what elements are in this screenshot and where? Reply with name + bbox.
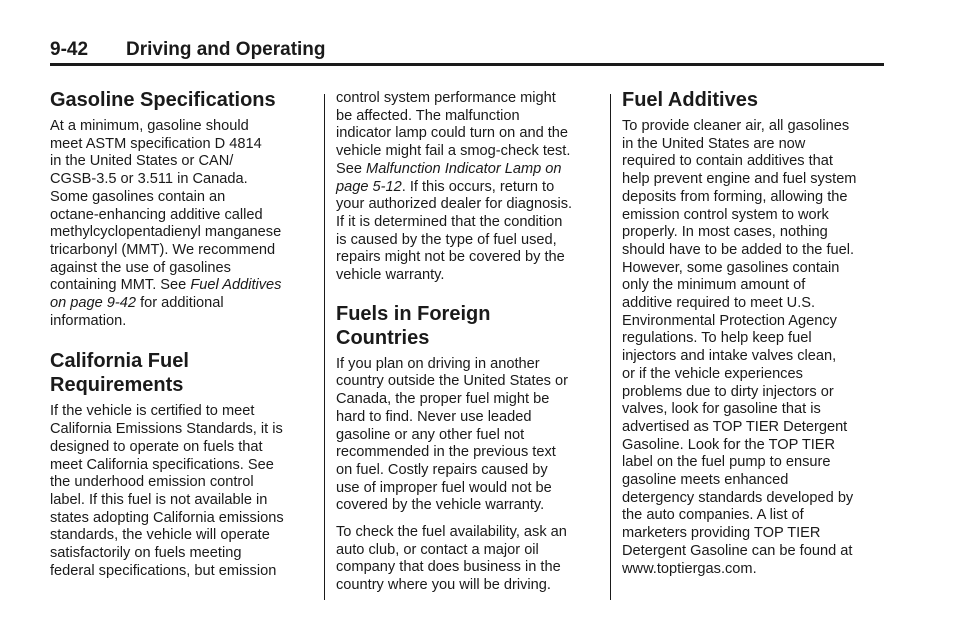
california-fuel-paragraph (50, 403, 312, 580)
heading-line: Fuels in Foreign (336, 302, 491, 325)
heading-line: Requirements (50, 374, 184, 397)
text-line: If the vehicle is certified to meet (50, 403, 255, 420)
fuels-in-foreign-countries-heading (336, 302, 602, 350)
california-fuel-heading (50, 349, 312, 397)
header-rule (50, 63, 884, 66)
text-line: auto club, or contact a major oil (336, 541, 539, 558)
text-line: hard to find. Never use leaded (336, 408, 532, 425)
gasoline-specifications-heading: Gasoline Specifications (50, 89, 276, 111)
text-line: should have to be added to the fuel. (622, 241, 855, 258)
text-line: advertised as TOP TIER Detergent (622, 418, 848, 435)
text-line: use of improper fuel would not be (336, 479, 552, 496)
text-line: company that does business in the (336, 559, 561, 576)
section-title: Driving and Operating (126, 39, 326, 60)
malfunction-lamp-page-reference[interactable]: page 5-12 (336, 178, 402, 195)
text-line: valves, look for gasoline that is (622, 401, 821, 418)
fuel-additives-reference-link[interactable]: Fuel Additives (190, 277, 282, 294)
heading-line: California Fuel (50, 350, 189, 373)
text-line: tricarbonyl (MMT). We recommend (50, 241, 276, 258)
text-line: injectors and intake valves clean, (622, 348, 837, 365)
text-line: indicator lamp could turn on and the (336, 125, 569, 142)
text-line: deposits from forming, allowing the (622, 188, 848, 205)
text-line: the underhood emission control (50, 474, 254, 491)
text-line: vehicle might fail a smog-check test. (336, 143, 571, 160)
text-line: in the United States are now (622, 135, 806, 152)
column-2 (336, 90, 602, 604)
text-line: for additional (136, 295, 224, 312)
text-line: meet California specifications. See (50, 456, 274, 473)
text-line: meet ASTM specification D 4814 (50, 135, 262, 152)
text-line: in the United States or CAN/ (50, 153, 234, 170)
text-line: If it is determined that the condition (336, 213, 563, 230)
fuel-additives-page-reference[interactable]: on page 9-42 (50, 295, 137, 312)
text-line: At a minimum, gasoline should (50, 118, 249, 134)
page-number: 9-42 (50, 39, 89, 60)
text-line: regulations. To help keep fuel (622, 330, 812, 347)
text-line: label on the fuel pump to ensure (622, 454, 831, 471)
text-line: repairs might not be covered by the (336, 249, 565, 266)
column-divider-2 (610, 94, 611, 600)
text-line: See (336, 160, 367, 177)
text-line: on fuel. Costly repairs caused by (336, 461, 548, 478)
gasoline-specifications-paragraph (50, 118, 312, 330)
text-line: only the minimum amount of (622, 277, 806, 294)
california-continued-paragraph (336, 90, 602, 285)
column-3 (622, 88, 886, 587)
text-line: states adopting California emissions (50, 509, 284, 526)
column-divider-1 (324, 94, 325, 600)
text-line: www.toptiergas.com. (622, 560, 757, 577)
text-line: marketers providing TOP TIER (622, 525, 821, 542)
text-line: If you plan on driving in another (336, 355, 540, 372)
text-line: country outside the United States or (336, 373, 569, 390)
text-line: the auto companies. A list of (622, 507, 804, 524)
text-line: Canada, the proper fuel might be (336, 391, 550, 408)
text-line: methylcyclopentadienyl manganese (50, 224, 282, 241)
text-line: To check the fuel availability, ask an (336, 524, 567, 541)
malfunction-lamp-reference-link[interactable]: Malfunction Indicator Lamp on (366, 160, 562, 177)
text-line: country where you will be driving. (336, 577, 551, 594)
foreign-fuel-paragraph-1 (336, 356, 602, 515)
text-line: To provide cleaner air, all gasolines (622, 118, 850, 134)
text-line: Some gasolines contain an (50, 188, 226, 205)
column-1 (50, 88, 312, 589)
text-line: label. If this fuel is not available in (50, 491, 268, 508)
text-line: or if the vehicle experiences (622, 365, 803, 382)
text-line: against the use of gasolines (50, 259, 231, 276)
text-line: information. (50, 312, 127, 329)
fuel-additives-paragraph (622, 118, 886, 578)
heading-line: Countries (336, 326, 430, 349)
fuel-additives-heading: Fuel Additives (622, 89, 758, 111)
text-line: covered by the vehicle warranty. (336, 497, 545, 514)
text-line: help prevent engine and fuel system (622, 171, 857, 188)
text-line: gasoline meets enhanced (622, 472, 789, 489)
text-line: designed to operate on fuels that (50, 438, 263, 455)
text-line: gasoline or any other fuel not (336, 426, 525, 443)
text-line: . If this occurs, return to (401, 178, 555, 195)
text-line: your authorized dealer for diagnosis. (336, 196, 573, 213)
text-line: vehicle warranty. (336, 267, 445, 284)
text-line: satisfactorily on fuels meeting (50, 545, 242, 562)
text-line: additive required to meet U.S. (622, 295, 816, 312)
text-line: problems due to dirty injectors or (622, 383, 834, 400)
text-line: recommended in the previous text (336, 444, 556, 461)
text-line: properly. In most cases, nothing (622, 224, 828, 241)
text-line: Detergent Gasoline can be found at (622, 542, 853, 559)
text-line: standards, the vehicle will operate (50, 527, 270, 544)
text-line: federal specifications, but emission (50, 562, 277, 579)
text-line: be affected. The malfunction (336, 107, 520, 124)
text-line: CGSB-3.5 or 3.511 in Canada. (50, 171, 248, 188)
foreign-fuel-paragraph-2 (336, 524, 602, 595)
text-line: However, some gasolines contain (622, 259, 840, 276)
text-line: is caused by the type of fuel used, (336, 231, 557, 248)
text-line: octane-enhancing additive called (50, 206, 263, 223)
text-line: California Emissions Standards, it is (50, 421, 283, 438)
text-line: required to contain additives that (622, 153, 833, 170)
text-line: containing MMT. See (50, 277, 191, 294)
page-header (50, 38, 884, 62)
text-line: emission control system to work (622, 206, 829, 223)
text-line: control system performance might (336, 90, 556, 106)
text-line: Gasoline. Look for the TOP TIER (622, 436, 836, 453)
text-line: detergency standards developed by (622, 489, 854, 506)
text-line: Environmental Protection Agency (622, 312, 837, 329)
